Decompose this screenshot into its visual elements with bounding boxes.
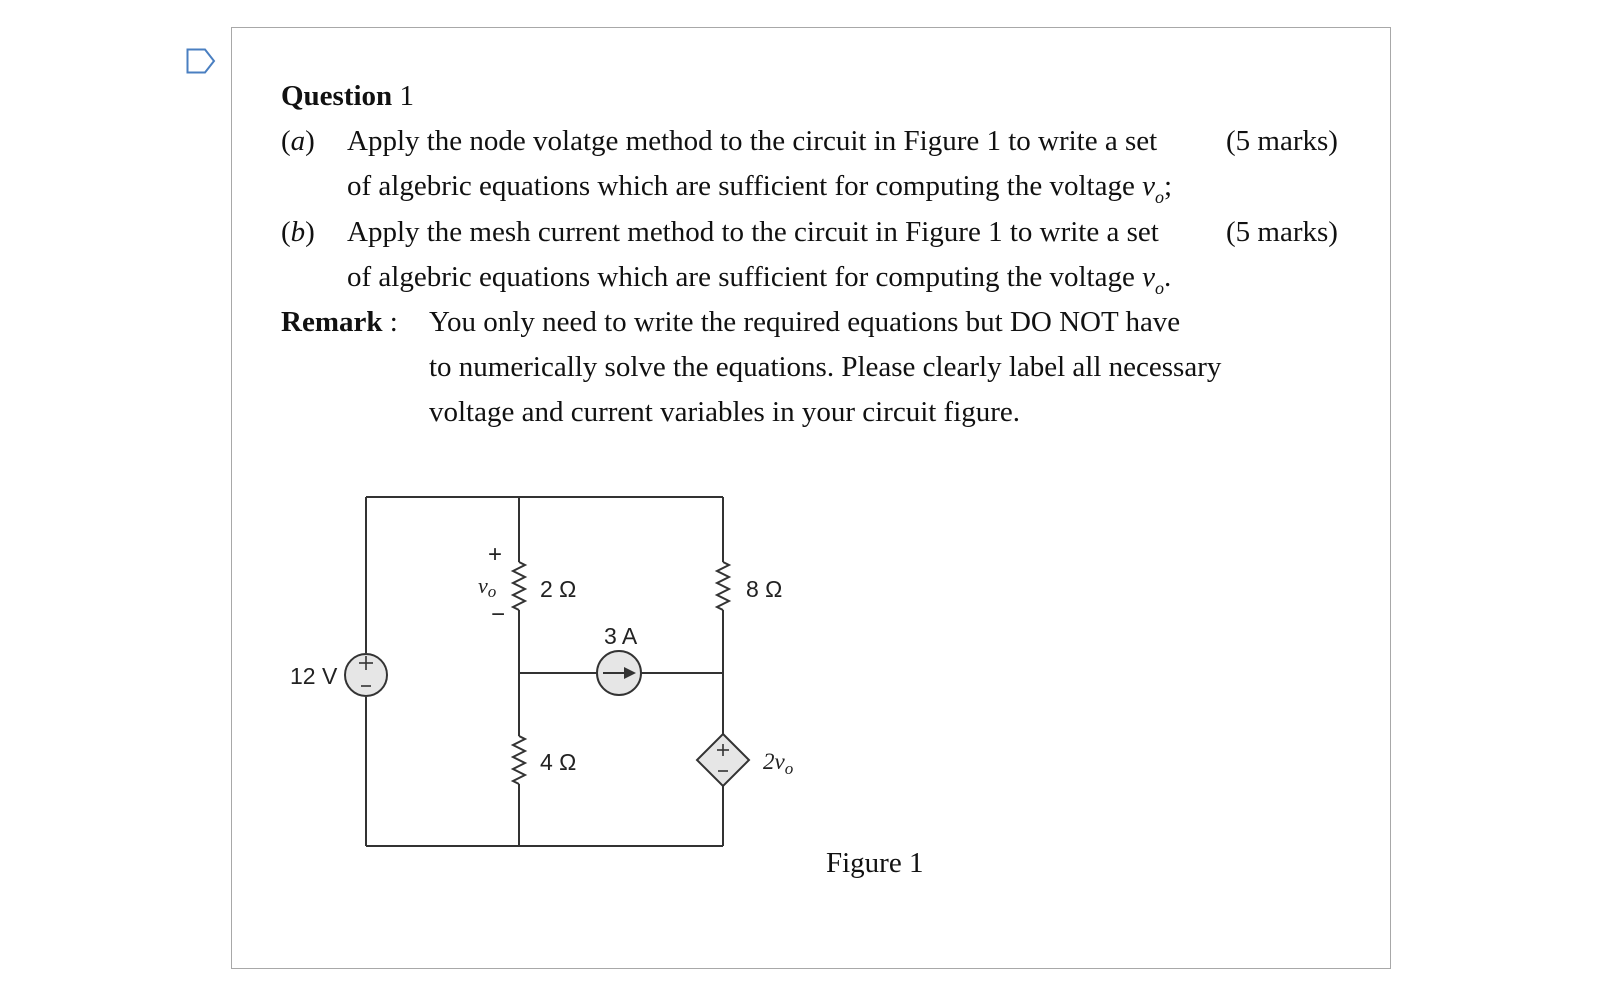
bookmark-icon[interactable]: [186, 48, 216, 79]
remark-label: Remark :: [281, 306, 398, 338]
part-a-line2: of algebric equations which are sufficient for computing the voltage $v_o$;: [347, 170, 1173, 207]
label-r2: 8 Ω: [746, 576, 783, 602]
question-number: 1: [399, 80, 414, 112]
vo-label: vo: [478, 573, 497, 601]
label-current-source: 3 A: [604, 623, 638, 649]
question-title: [281, 79, 414, 113]
vo-plus: +: [488, 541, 503, 568]
part-b-label: (b): [281, 216, 315, 248]
part-a-label: (a): [281, 125, 315, 157]
remark-line3: voltage and current variables in your circuit figure.: [429, 396, 1021, 428]
label-12v: 12 V: [290, 663, 338, 689]
label-r3: 4 Ω: [540, 749, 577, 775]
voltage-source-12v: [345, 654, 387, 696]
dependent-voltage-source: [697, 734, 749, 786]
remark-line2: to numerically solve the equations. Please clearly label all necessary: [429, 351, 1222, 383]
current-source-3a: [597, 651, 641, 695]
part-b-marks: (5 marks): [1226, 216, 1338, 248]
remark-line1: You only need to write the required equations but DO NOT have: [429, 306, 1181, 338]
figure-caption: Figure 1: [826, 847, 924, 879]
part-a-marks: (5 marks): [1226, 125, 1338, 157]
part-a-line1: Apply the node volatge method to the circuit in Figure 1 to write a set: [347, 125, 1158, 157]
vo-minus: −: [491, 601, 506, 628]
dep-source-label: $2v_o$: [763, 749, 794, 778]
circuit-diagram: [281, 485, 821, 865]
part-b-line1: Apply the mesh current method to the circuit in Figure 1 to write a set: [347, 216, 1159, 248]
label-r1: 2 Ω: [540, 576, 577, 602]
question-title-bold: Question: [281, 80, 393, 112]
part-b-line2: of algebric equations which are sufficient for computing the voltage $v_o$.: [347, 261, 1172, 298]
